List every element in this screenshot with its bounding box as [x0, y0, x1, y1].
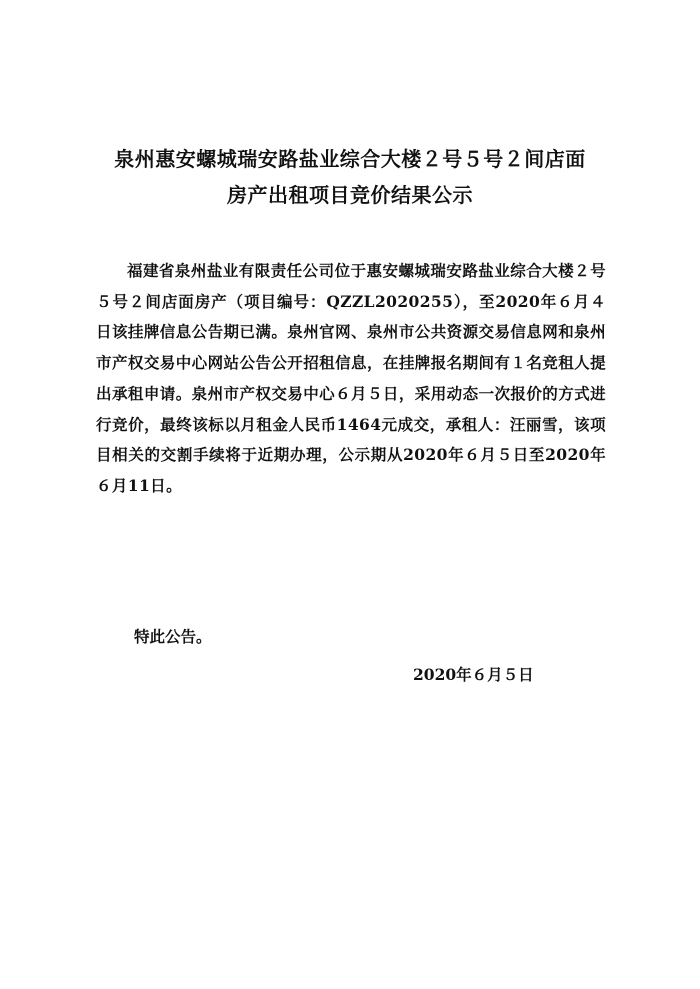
page-title: [90, 141, 610, 213]
announcement-date: 2020年６月５日: [413, 665, 534, 684]
closing-remark: 特此公告。: [134, 627, 212, 646]
title-line-1: 泉州惠安螺城瑞安路盐业综合大楼２号５号２间店面: [114, 147, 586, 172]
announcement-body: 福建省泉州盐业有限责任公司位于惠安螺城瑞安路盐业综合大楼２号５号２间店面房产（项目编号：QZZL2020255），至2020年６月４日该挂牌信息公告期已满。泉州官网、泉州市公共资源交易信息网和泉州市产权交易中心网站公告公开招租信息，在挂牌报名期间有１名竞租人提出承租申请。泉州市产权交易中心６月５日，采用动态一次报价的方式进行竞价，最终该标以月租金人民币1464元成交，承租人：汪丽雪，该项目相关的交割手续将于近期办理，公示期从2020年６月５日至2020年６月11日。: [96, 261, 606, 495]
title-line-2: 房产出租项目竞价结果公示: [227, 183, 473, 208]
